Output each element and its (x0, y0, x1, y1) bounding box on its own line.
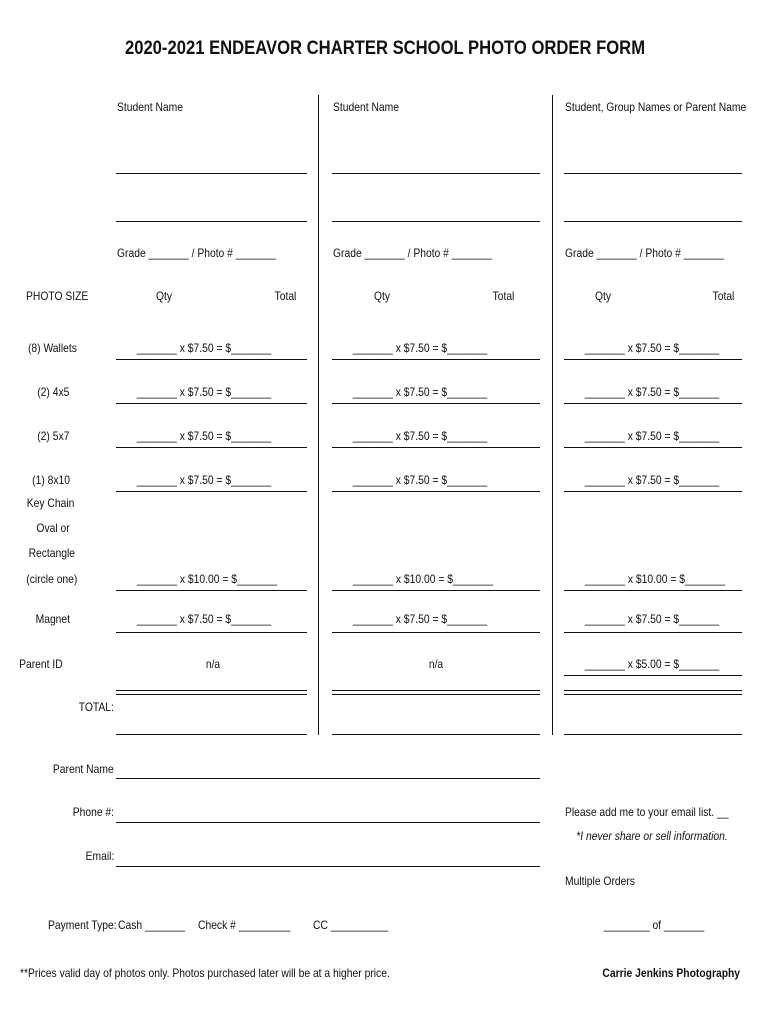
column-1-name-line-1[interactable] (116, 173, 307, 174)
row-label-rectangle: Rectangle (28, 546, 75, 560)
parent-id-line-col3 (564, 675, 742, 676)
column-1-name-line-2[interactable] (116, 221, 307, 222)
payment-type-label: Payment Type: (48, 918, 117, 932)
row-label-parent-id: Parent ID (19, 657, 63, 671)
magnet-line-col2 (332, 632, 540, 633)
magnet-price-col1[interactable]: _______ x $7.50 = $_______ (136, 612, 272, 626)
8x10-line-col3 (564, 491, 742, 492)
key-chain-line-col2 (332, 590, 540, 591)
wallets-price-col2[interactable]: _______ x $7.50 = $_______ (352, 341, 488, 355)
total-double-line-col2 (332, 690, 540, 695)
column-3-header: Student, Group Names or Parent Name (565, 100, 747, 114)
column-3-name-line-1[interactable] (564, 173, 742, 174)
photographer-name: Carrie Jenkins Photography (602, 966, 740, 980)
row-label-5x7: (2) 5x7 (36, 429, 69, 443)
5x7-line-col1 (116, 447, 307, 448)
column-2-qty-label: Qty (373, 289, 391, 303)
wallets-line-col3 (564, 359, 742, 360)
column-1-qty-label: Qty (155, 289, 173, 303)
row-label-4x5: (2) 4x5 (36, 385, 69, 399)
payment-cash[interactable]: Cash _______ (118, 918, 186, 932)
payment-check[interactable]: Check # _________ (198, 918, 291, 932)
row-label-oval-or: Oval or (36, 521, 70, 535)
multiple-orders-label: Multiple Orders (565, 874, 635, 888)
8x10-price-col1[interactable]: _______ x $7.50 = $_______ (136, 473, 272, 487)
total-line-col1[interactable] (116, 734, 307, 735)
5x7-price-col3[interactable]: _______ x $7.50 = $_______ (584, 429, 720, 443)
wallets-line-col2 (332, 359, 540, 360)
key-chain-price-col2[interactable]: _______ x $10.00 = $_______ (352, 572, 494, 586)
parent-id-col2: n/a (428, 657, 444, 671)
email-field[interactable] (116, 866, 540, 867)
parent-id-price-col3[interactable]: _______ x $5.00 = $_______ (584, 657, 720, 671)
row-label-8x10: (1) 8x10 (32, 473, 70, 487)
key-chain-line-col3 (564, 590, 742, 591)
4x5-price-col3[interactable]: _______ x $7.50 = $_______ (584, 385, 720, 399)
wallets-line-col1 (116, 359, 307, 360)
parent-name-label: Parent Name (53, 762, 114, 776)
footer-price-note: **Prices valid day of photos only. Photos purchased later will be at a higher price. (20, 966, 390, 980)
photo-size-label: PHOTO SIZE (26, 289, 89, 303)
multiple-orders-field[interactable]: ________ of _______ (603, 918, 705, 932)
wallets-price-col3[interactable]: _______ x $7.50 = $_______ (584, 341, 720, 355)
total-double-line-col3 (564, 690, 742, 695)
8x10-line-col1 (116, 491, 307, 492)
wallets-price-col1[interactable]: _______ x $7.50 = $_______ (136, 341, 272, 355)
row-label-wallets: (8) Wallets (28, 341, 77, 355)
column-3-qty-label: Qty (594, 289, 612, 303)
email-label: Email: (85, 849, 114, 863)
5x7-line-col2 (332, 447, 540, 448)
magnet-line-col3 (564, 632, 742, 633)
magnet-price-col3[interactable]: _______ x $7.50 = $_______ (584, 612, 720, 626)
key-chain-line-col1 (116, 590, 307, 591)
total-label: TOTAL: (78, 700, 114, 714)
row-label-key-chain: Key Chain (26, 496, 74, 510)
column-2-name-line-1[interactable] (332, 173, 540, 174)
4x5-price-col1[interactable]: _______ x $7.50 = $_______ (136, 385, 272, 399)
column-3-name-line-2[interactable] (564, 221, 742, 222)
total-double-line-col1 (116, 690, 307, 695)
total-line-col3[interactable] (564, 734, 742, 735)
4x5-price-col2[interactable]: _______ x $7.50 = $_______ (352, 385, 488, 399)
column-2-header: Student Name (333, 100, 399, 114)
column-1-header: Student Name (117, 100, 183, 114)
phone-label: Phone #: (72, 805, 114, 819)
privacy-note: *I never share or sell information. (576, 829, 728, 843)
key-chain-price-col1[interactable]: _______ x $10.00 = $_______ (136, 572, 278, 586)
column-2-grade-photo[interactable]: Grade _______ / Photo # _______ (333, 246, 492, 260)
column-1-grade-photo[interactable]: Grade _______ / Photo # _______ (117, 246, 276, 260)
email-list-optin[interactable]: Please add me to your email list. __ (565, 805, 729, 819)
column-2-name-line-2[interactable] (332, 221, 540, 222)
magnet-price-col2[interactable]: _______ x $7.50 = $_______ (352, 612, 488, 626)
parent-id-col1: n/a (205, 657, 221, 671)
page-title: 2020-2021 ENDEAVOR CHARTER SCHOOL PHOTO ORDER FORM (124, 38, 646, 59)
magnet-line-col1 (116, 632, 307, 633)
8x10-price-col2[interactable]: _______ x $7.50 = $_______ (352, 473, 488, 487)
row-label-circle-one: (circle one) (25, 572, 77, 586)
parent-name-field[interactable] (116, 778, 540, 779)
column-2-total-label: Total (492, 289, 514, 303)
total-line-col2[interactable] (332, 734, 540, 735)
5x7-price-col1[interactable]: _______ x $7.50 = $_______ (136, 429, 272, 443)
key-chain-price-col3[interactable]: _______ x $10.00 = $_______ (584, 572, 726, 586)
column-divider-1 (318, 95, 319, 735)
5x7-line-col3 (564, 447, 742, 448)
column-3-grade-photo[interactable]: Grade _______ / Photo # _______ (565, 246, 724, 260)
8x10-price-col3[interactable]: _______ x $7.50 = $_______ (584, 473, 720, 487)
8x10-line-col2 (332, 491, 540, 492)
row-label-magnet: Magnet (35, 612, 70, 626)
phone-field[interactable] (116, 822, 540, 823)
4x5-line-col2 (332, 403, 540, 404)
column-1-total-label: Total (274, 289, 296, 303)
4x5-line-col1 (116, 403, 307, 404)
4x5-line-col3 (564, 403, 742, 404)
payment-cc[interactable]: CC __________ (313, 918, 389, 932)
column-divider-2 (552, 95, 553, 735)
column-3-total-label: Total (712, 289, 734, 303)
5x7-price-col2[interactable]: _______ x $7.50 = $_______ (352, 429, 488, 443)
